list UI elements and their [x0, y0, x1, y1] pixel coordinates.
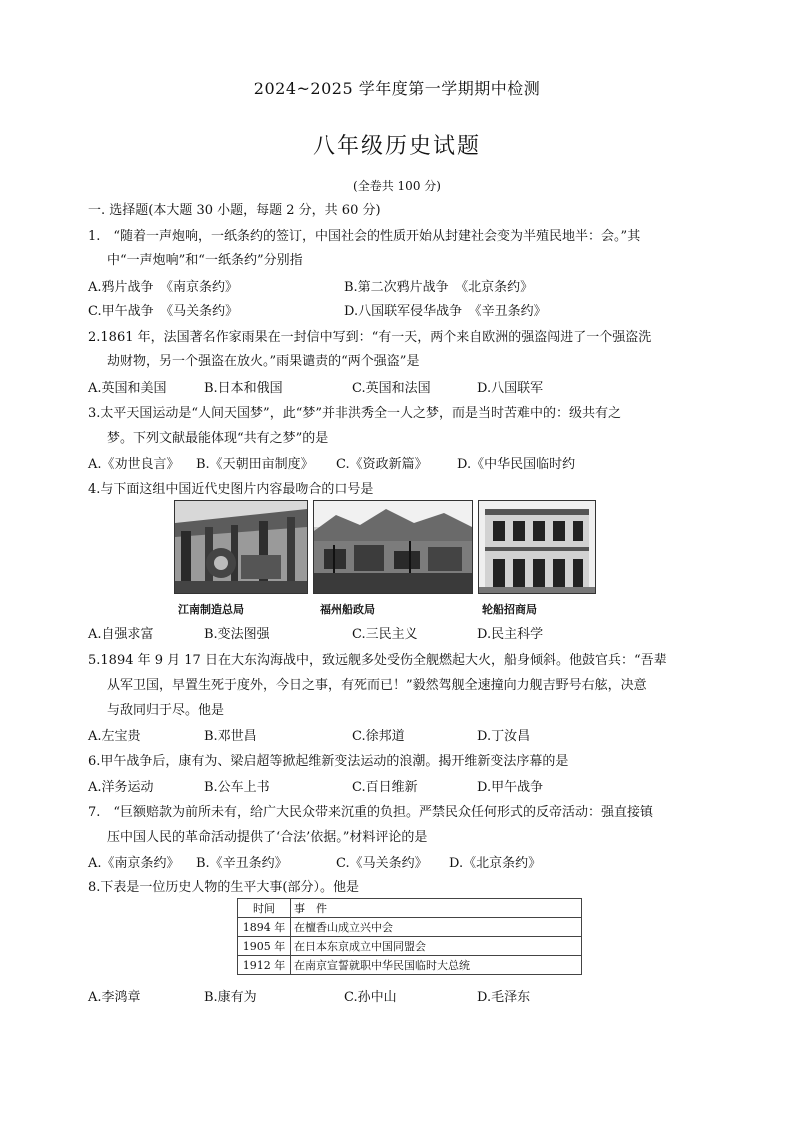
table-header-row	[238, 899, 582, 918]
question-text: 8.下表是一位历史人物的生平大事(部分）。他是	[88, 880, 359, 895]
table-row	[238, 918, 582, 937]
option-d: D.《中华民国临时约	[457, 457, 576, 472]
option-d: D.八国联军	[477, 381, 544, 396]
question-text: 与敌同归于尽。他是	[107, 703, 225, 718]
option-a: A.鸦片战争 《南京条约》	[88, 280, 239, 295]
option-a: A.自强求富	[88, 627, 154, 642]
table-header-cell: 事 件	[291, 899, 582, 918]
question-text: 6.甲午战争后，康有为、梁启超等掀起维新变法运动的浪潮。揭开维新变法序幕的是	[88, 754, 569, 769]
photo-caption: 福州船政局	[320, 603, 375, 616]
option-c: C.《资政新篇》	[336, 457, 428, 472]
photo-group	[174, 500, 594, 620]
table-cell: 在檀香山成立兴中会	[291, 918, 582, 937]
question-text: 从军卫国，早置生死于度外，今日之事，有死而已！”毅然驾舰全速撞向力舰吉野号右舷，决意	[107, 678, 647, 693]
option-c: C.徐邦道	[352, 729, 405, 744]
option-a: A.左宝贵	[88, 729, 141, 744]
exam-period: 2024~2025 学年度第一学期期中检测	[253, 79, 541, 98]
option-b: B.《天朝田亩制度》	[196, 457, 314, 472]
question-text: 压中国人民的革命活动提供了‘合法’依据。”材料评论的是	[107, 830, 428, 845]
question-text: 3.太平天国运动是“人间天国梦”，此“梦”并非洪秀全一人之梦，而是当时苦难中的：级共有之	[88, 406, 621, 421]
question-text: 劫财物，另一个强盗在放火。”雨果谴责的“两个强盗”是	[107, 354, 420, 369]
table-cell: 1912 年	[238, 956, 291, 975]
option-c: C.英国和法国	[352, 381, 431, 396]
section-heading: 一. 选择题(本大题 30 小题，每题 2 分，共 60 分)	[88, 203, 381, 218]
option-b: B.《辛丑条约》	[196, 856, 288, 871]
question-text: 4.与下面这组中国近代史图片内容最吻合的口号是	[88, 482, 374, 497]
option-c: C.孙中山	[344, 990, 397, 1005]
table-row	[238, 956, 582, 975]
photo-caption: 江南制造总局	[178, 603, 244, 616]
option-b: B.变法图强	[204, 627, 270, 642]
photo-merchants-steam	[478, 500, 596, 594]
total-score: (全卷共 100 分)	[353, 179, 441, 193]
option-c: C.百日维新	[352, 780, 418, 795]
exam-title: 八年级历史试题	[312, 134, 481, 159]
option-d: D.民主科学	[477, 627, 544, 642]
option-b: B.第二次鸦片战争 《北京条约》	[344, 280, 534, 295]
table-cell: 1905 年	[238, 937, 291, 956]
photo-fuzhou-shipyard	[313, 500, 473, 594]
question-text: 2.1861 年，法国著名作家雨果在一封信中写到：“有一天，两个来自欧洲的强盗闯进了一个强盗洗	[88, 330, 652, 345]
option-a: A.英国和美国	[88, 381, 167, 396]
option-a: A.《南京条约》	[88, 856, 180, 871]
option-c: C.甲午战争 《马关条约》	[88, 304, 239, 319]
question-text: 5.1894 年 9 月 17 日在大东沟海战中，致远舰多处受伤全舰燃起大火，船身倾斜。他鼓官兵：“吾辈	[88, 653, 667, 668]
option-c: C.三民主义	[352, 627, 418, 642]
option-a: A.洋务运动	[88, 780, 154, 795]
photo-jiangnan-arsenal	[174, 500, 308, 594]
option-d: D.甲午战争	[477, 780, 544, 795]
table-header-cell: 时间	[238, 899, 291, 918]
photo-caption: 轮船招商局	[482, 603, 537, 616]
option-b: B.康有为	[204, 990, 257, 1005]
question-text: 梦。下列文献最能体现“共有之梦”的是	[107, 431, 329, 446]
events-table	[237, 898, 582, 975]
option-d: D.毛泽东	[477, 990, 531, 1005]
option-d: D.《北京条约》	[449, 856, 542, 871]
option-b: B.邓世昌	[204, 729, 257, 744]
option-d: D.丁汝昌	[477, 729, 531, 744]
question-text: 中“一声炮响”和“一纸条约”分别指	[107, 253, 303, 268]
table-cell: 在日本东京成立中国同盟会	[291, 937, 582, 956]
table-cell: 在南京宣誓就职中华民国临时大总统	[291, 956, 582, 975]
table-cell: 1894 年	[238, 918, 291, 937]
option-a: A.《劝世良言》	[88, 457, 180, 472]
option-a: A.李鸿章	[88, 990, 141, 1005]
question-text: 1. “随着一声炮响，一纸条约的签订，中国社会的性质开始从封建社会变为半殖民地半：会。”其	[88, 229, 641, 244]
question-text: 7. “巨额赔款为前所未有，给广大民众带来沉重的负担。严禁民众任何形式的反帝活动：强直接镇	[88, 805, 654, 820]
option-b: B.公车上书	[204, 780, 270, 795]
option-d: D.八国联军侵华战争 《辛丑条约》	[344, 304, 547, 319]
option-c: C.《马关条约》	[336, 856, 428, 871]
table-row	[238, 937, 582, 956]
option-b: B.日本和俄国	[204, 381, 283, 396]
